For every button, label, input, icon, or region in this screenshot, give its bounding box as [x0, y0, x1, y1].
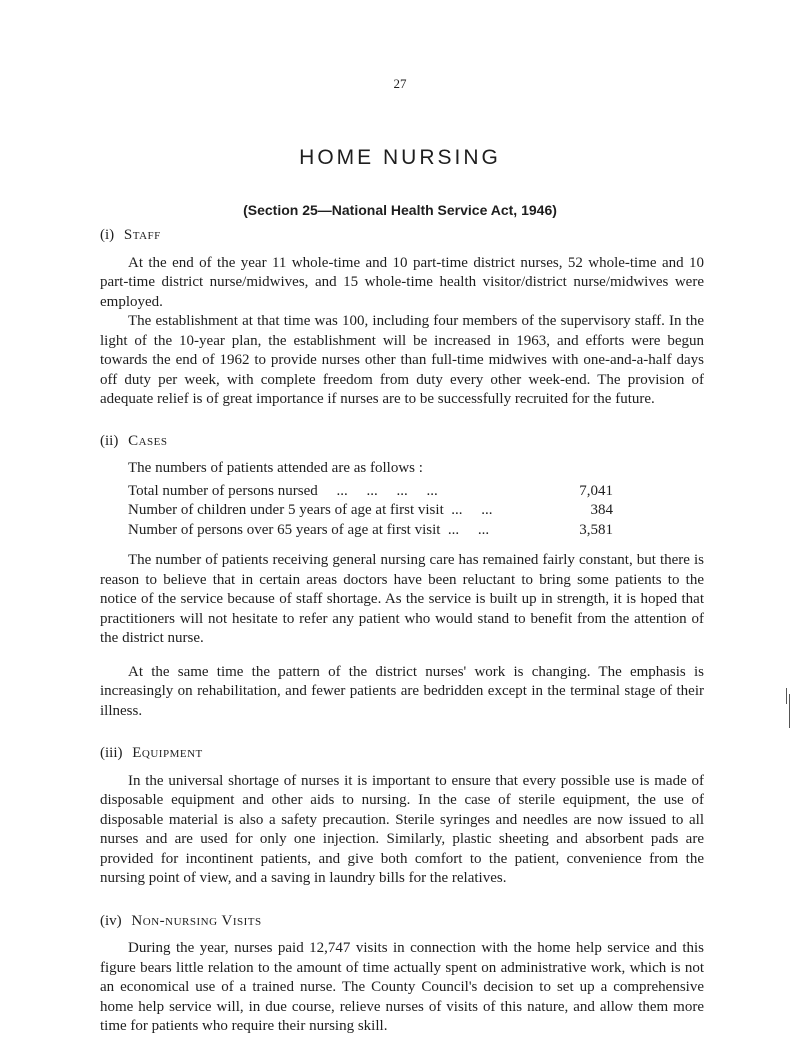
section-number: (i) — [100, 227, 115, 243]
margin-scan-mark — [786, 686, 792, 728]
section-equipment — [100, 744, 704, 889]
page-subtitle: (Section 25—National Health Service Act, 1946) — [243, 202, 557, 218]
paragraph: At the end of the year 11 whole-time and 10 part-time district nurses, 52 whole-time and 10 part-time district nurse/midwives, and 15 whole-time health visitor/district nurse/midwives were employed. — [100, 254, 704, 310]
section-heading-equipment — [100, 744, 704, 764]
section-heading-staff — [100, 226, 704, 246]
section-number: (iii) — [100, 745, 123, 761]
row-value: 7,041 — [579, 482, 613, 499]
row-value: 384 — [590, 502, 613, 518]
section-title: Staff — [123, 227, 161, 243]
section-title: Equipment — [132, 745, 203, 761]
section-title: Cases — [128, 432, 168, 449]
row-label: Number of persons over 65 years of age at first visit ... ... — [128, 521, 490, 538]
cases-table — [128, 482, 613, 541]
table-row — [128, 501, 613, 521]
section-cases — [100, 432, 704, 722]
paragraph: The numbers of patients attended are as follows : — [128, 460, 423, 476]
paragraph: At the same time the pattern of the district nurses' work is changing. The emphasis is increasingly on rehabilitation, and fewer patients are bedridden except in the terminal stage of their illness. — [100, 663, 704, 719]
section-title: Non-nursing Visits — [131, 912, 262, 929]
section-heading-cases — [100, 432, 704, 452]
paragraph: In the universal shortage of nurses it is important to ensure that every possible use is made of disposable equipment and other aids to nursing. In the case of sterile equipment, the use of disposable material is also a safety precaution. Sterile syringes and needles are now issued to all nurses and are used for only one injection. Similarly, plastic sheeting and absorbent pads are provided for incontinent patients, and give both comfort to the patient, convenience from the nursing point of view, and a saving in laundry bills for the relatives. — [100, 772, 704, 886]
row-value: 3,581 — [579, 521, 613, 538]
table-row — [128, 482, 613, 502]
page-number: 27 — [393, 76, 407, 91]
section-staff — [100, 226, 704, 410]
paragraph: The establishment at that time was 100, including four members of the supervisory staff. In the light of the 10-year plan, the establishment will be increased in 1963, and efforts were begun towards the end of 1962 to provide nurses other than full-time midwives with one-and-a-half days off duty per week, with complete freedom from duty every other week-end. The provision of adequate relief is of great importance if nurses are to be successfully recruited for the future. — [100, 313, 704, 407]
paragraph: During the year, nurses paid 12,747 visits in connection with the home help service and this figure bears little relation to the amount of time actually spent on administrative work, which is not an economical use of a trained nurse. The County Council's decision to set up a comprehensive home help service will, in due course, relieve nurses of visits of this nature, and allow them more time for patients who require their nursing skill. — [100, 940, 704, 1034]
row-label: Total number of persons nursed ... ... ... ... — [128, 482, 438, 499]
section-number: (iv) — [100, 912, 122, 929]
page-title: HOME NURSING — [299, 146, 501, 169]
section-number: (ii) — [100, 432, 119, 449]
table-row — [128, 521, 613, 541]
document-body — [100, 226, 704, 1037]
row-label: Number of children under 5 years of age at first visit ... ... — [128, 502, 493, 518]
section-heading-non-nursing-visits — [100, 912, 704, 932]
section-non-nursing-visits — [100, 912, 704, 1037]
paragraph: The number of patients receiving general nursing care has remained fairly constant, but there is reason to believe that in certain areas doctors have been reluctant to bring some patients to the notice of the service because of staff shortage. As the service is built up in strength, it is hoped that practitioners will not hesitate to refer any patient who would stand to benefit from the attention of the district nurse. — [100, 552, 704, 646]
